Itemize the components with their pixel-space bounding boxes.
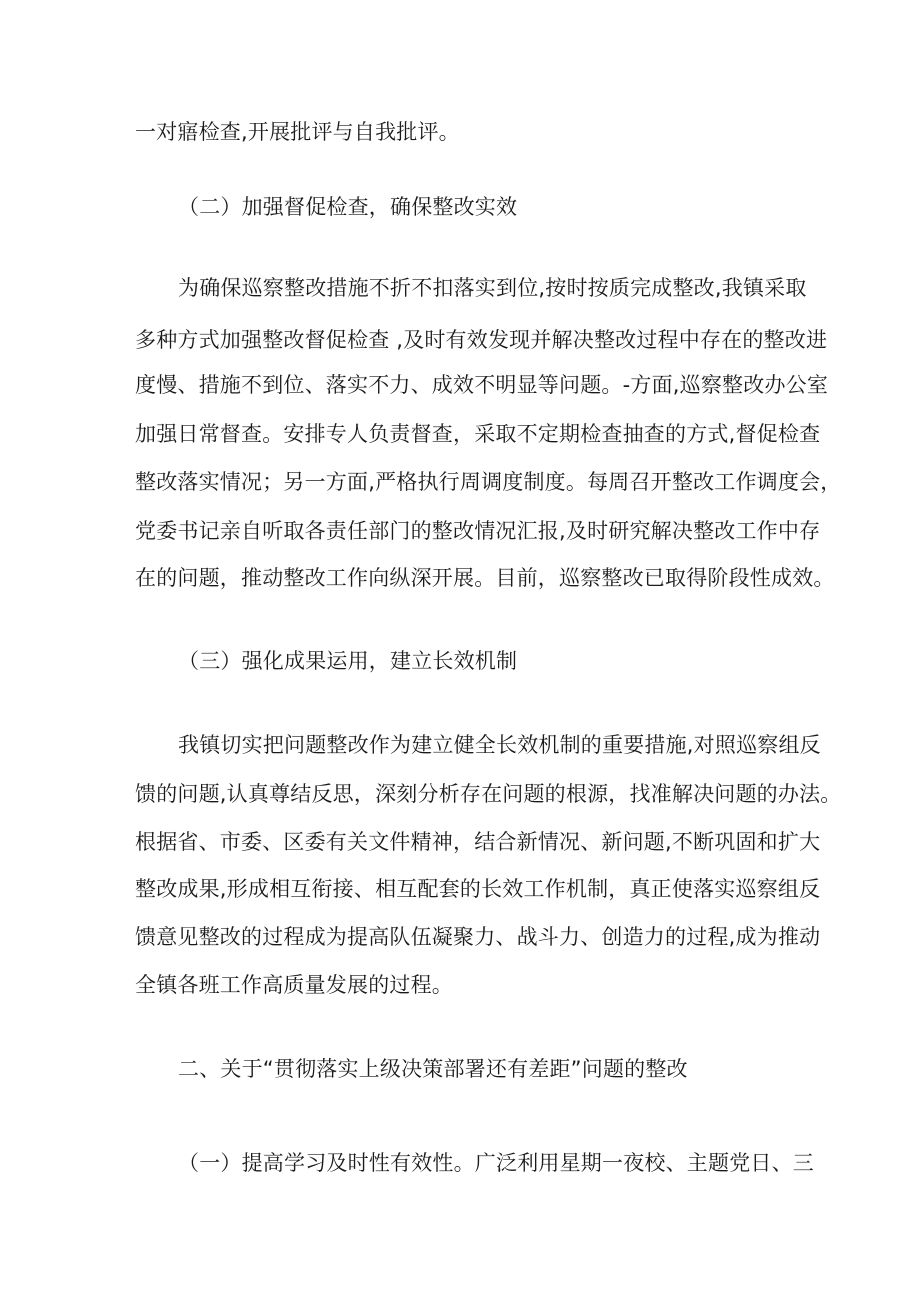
paragraph-line: 我镇切实把问题整改作为建立健全长效机制的重要措施,对照巡察组反: [178, 733, 821, 757]
paragraph-line: 为确保巡察整改措施不折不扣落实到位,按时按质完成整改,我镇采取: [178, 276, 807, 300]
paragraph-line: 整改落实情况；另一方面,严格执行周调度制度。每周召开整改工作调度会，: [135, 470, 842, 494]
paragraph-line: 加强日常督查。安排专人负责督查，采取不定期检查抽查的方式,督促检查: [135, 422, 821, 446]
paragraph-line: 整改成果,形成相互衔接、相互配套的长效工作机制，真正使落实巡察组反: [135, 877, 821, 901]
paragraph-line: （一）提高学习及时性有效性。广泛利用星期一夜校、主题党日、三: [178, 1151, 814, 1175]
chapter-heading-2: 二、关于“贯彻落实上级决策部署还有差距”问题的整改: [178, 1057, 688, 1081]
paragraph-line: 根据省、市委、区委有关文件精神，结合新情况、新问题,不断巩固和扩大: [135, 830, 821, 854]
paragraph-line: 党委书记亲自听取各责任部门的整改情况汇报,及时研究解决整改工作中存: [135, 519, 821, 543]
paragraph-line: 度慢、措施不到位、落实不力、成效不明显等问题。-方面,巡察整改办公室: [135, 373, 829, 397]
section-heading-3: （三）强化成果运用，建立长效机制: [178, 649, 518, 673]
section-heading-2: （二）加强督促检查，确保整改实效: [178, 195, 518, 219]
paragraph-line: 全镇各班工作高质量发展的过程。: [135, 973, 453, 997]
paragraph-line: 馈意见整改的过程成为提高队伍凝聚力、战斗力、创造力的过程,成为推动: [135, 925, 821, 949]
paragraph-line: 多种方式加强整改督促检查 ,及时有效发现并解决整改过程中存在的整改进: [135, 328, 828, 352]
paragraph-line: 馈的问题,认真尊结反思，深刻分析存在问题的根源，找准解决问题的办法。: [135, 782, 842, 806]
paragraph-continuation: 一对寤检查,开展批评与自我批评。: [135, 120, 460, 144]
paragraph-line: 在的问题，推动整改工作向纵深开展。目前，巡察整改已取得阶段性成效。: [135, 566, 835, 590]
